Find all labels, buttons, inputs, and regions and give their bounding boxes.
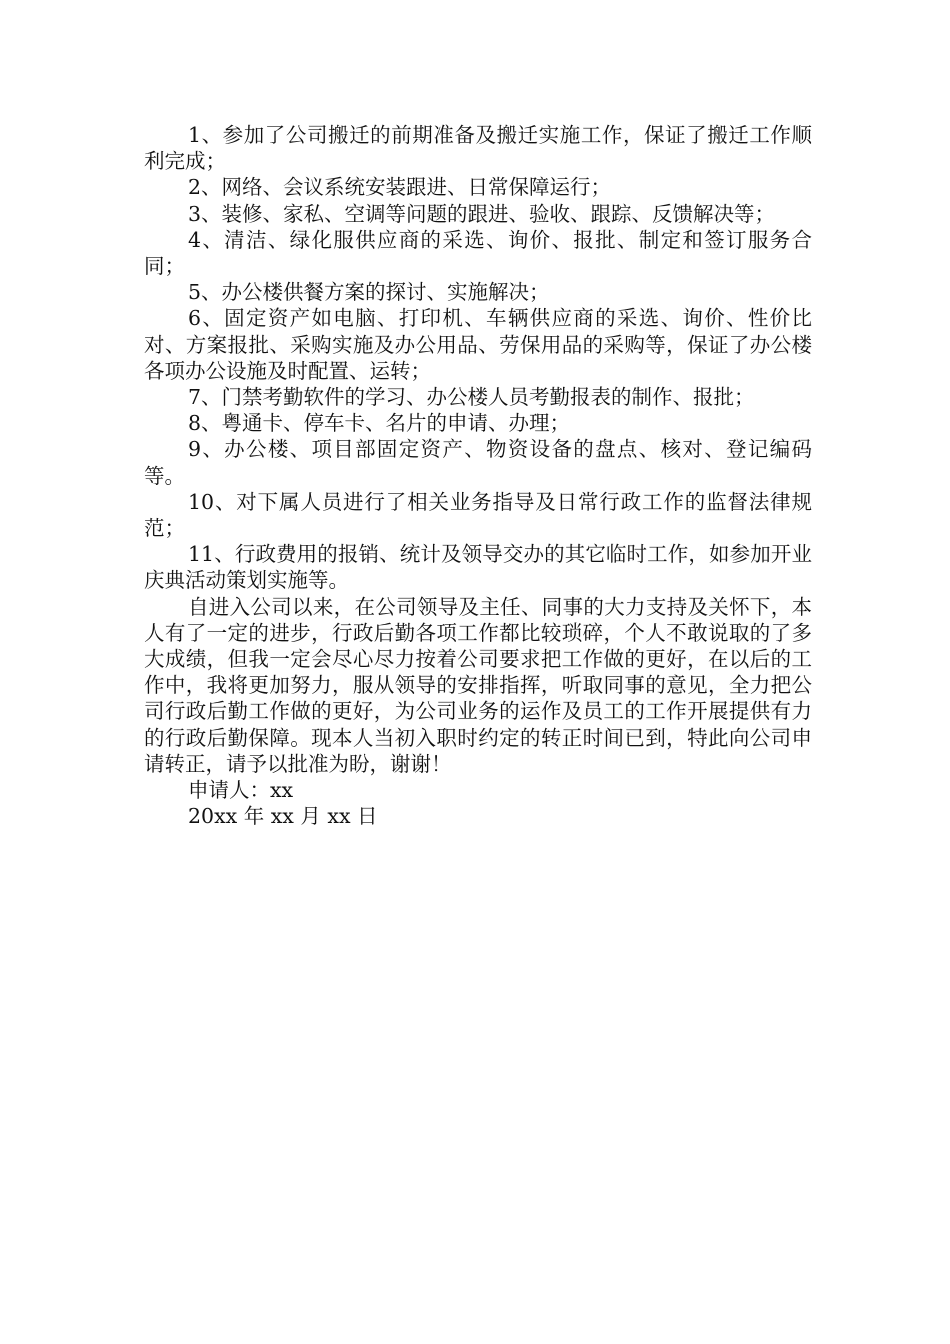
work-item-5: 5、办公楼供餐方案的探讨、实施解决； bbox=[188, 280, 550, 305]
work-item-10: 10、对下属人员进行了相关业务指导及日常行政工作的监督法律规范； bbox=[144, 489, 812, 541]
work-item-2: 2、网络、会议系统安装跟进、日常保障运行； bbox=[188, 175, 612, 200]
document-body bbox=[144, 122, 812, 829]
work-item-8: 8、粤通卡、停车卡、名片的申请、办理； bbox=[188, 411, 571, 436]
applicant-line: 申请人：xx bbox=[188, 778, 294, 803]
work-item-11: 11、行政费用的报销、统计及领导交办的其它临时工作，如参加开业庆典活动策划实施等。 bbox=[144, 542, 812, 593]
summary-paragraph: 自进入公司以来，在公司领导及主任、同事的大力支持及关怀下，本人有了一定的进步，行政后勤各项工作都比较琐碎，个人不敢说取的了多大成绩，但我一定会尽心尽力按着公司要求把工作做的更好，在以后的工作中，我将更加努力，服从领导的安排指挥，听取同事的意见，全力把公司行政后勤工作做的更好，为公司业务的运作及员工的工作开展提供有力的行政后勤保障。现本人当初入职时约定的转正时间已到，特此向公司申请转正，请予以批准为盼，谢谢！ bbox=[144, 594, 812, 776]
work-item-4: 4、清洁、绿化服供应商的采选、询价、报批、制定和签订服务合同； bbox=[144, 227, 812, 279]
work-item-6: 6、固定资产如电脑、打印机、车辆供应商的采选、询价、性价比对、方案报批、采购实施及办公用品、劳保用品的采购等，保证了办公楼各项办公设施及时配置、运转； bbox=[144, 306, 812, 383]
work-item-3: 3、装修、家私、空调等问题的跟进、验收、跟踪、反馈解决等； bbox=[188, 201, 776, 226]
date-line: 20xx 年 xx 月 xx 日 bbox=[188, 804, 378, 829]
work-item-9: 9、办公楼、项目部固定资产、物资设备的盘点、核对、登记编码等。 bbox=[144, 437, 812, 488]
work-item-7: 7、门禁考勤软件的学习、办公楼人员考勤报表的制作、报批； bbox=[188, 385, 755, 410]
work-item-1: 1、参加了公司搬迁的前期准备及搬迁实施工作，保证了搬迁工作顺利完成； bbox=[144, 123, 812, 174]
